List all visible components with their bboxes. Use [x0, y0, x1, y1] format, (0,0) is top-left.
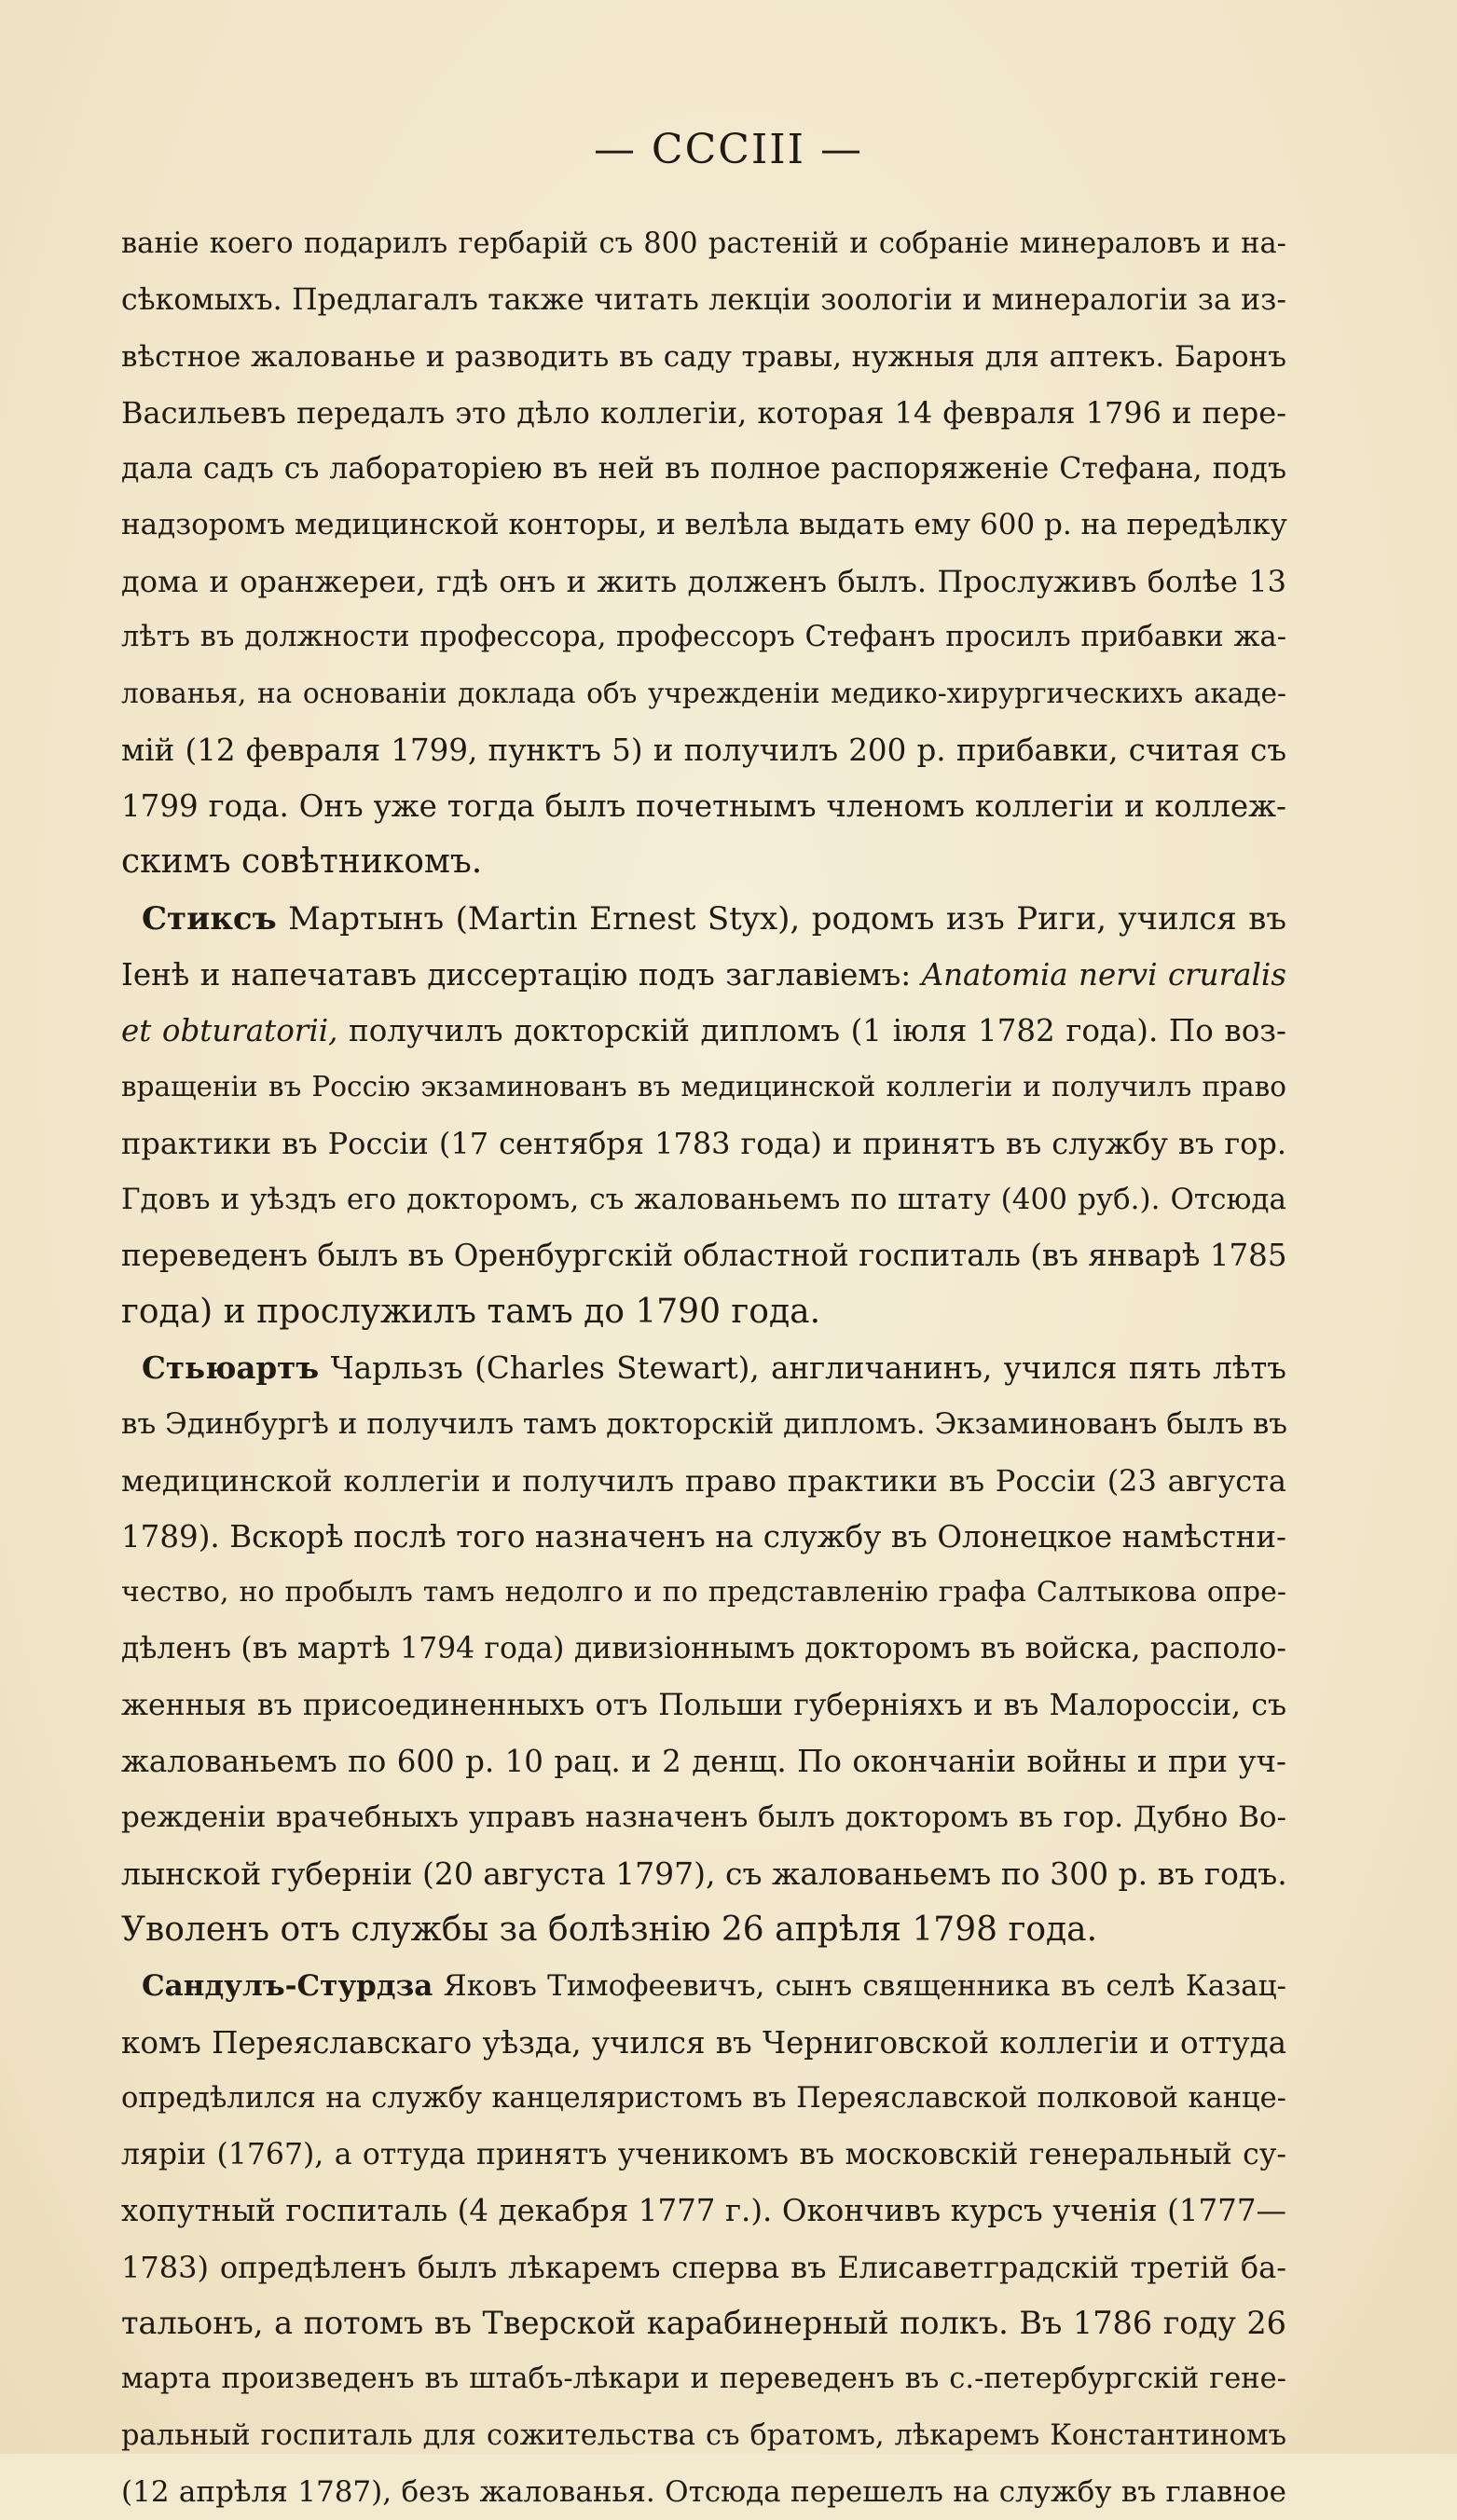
- dissertation-title: et obturatorii,: [121, 1013, 338, 1049]
- text-line: 1799 года. Онъ уже тогда былъ почетнымъ членомъ коллегіи и коллеж-: [121, 788, 1286, 824]
- body-text: [121, 216, 1286, 2520]
- text-line: сѣкомыхъ. Предлагалъ также читать лекціи зоологіи и минералогіи за из-: [121, 283, 1286, 318]
- text-line: марта произведенъ въ штабъ-лѣкари и переведенъ въ с.-петербургскій гене-: [121, 2362, 1286, 2396]
- text-line: женныя въ присоединенныхъ отъ Польши губерніяхъ и въ Малороссіи, съ: [121, 1688, 1286, 1722]
- text-line: Васильевъ передалъ это дѣло коллегіи, которая 14 февраля 1796 и пере-: [121, 394, 1286, 431]
- text-line: переведенъ былъ въ Оренбургскій областной госпиталь (въ январѣ 1785: [121, 1238, 1287, 1274]
- text-line: надзоромъ медицинской конторы, и велѣла выдать ему 600 р. на передѣлку: [121, 508, 1287, 542]
- text-line: Іенѣ и напечатавъ диссертацію подъ заглавіемъ: Anatomia nervi cruralis: [121, 956, 1286, 993]
- text-line: практики въ Россіи (17 сентября 1783 года) и принятъ въ службу въ гор.: [121, 1125, 1286, 1161]
- text-line: жалованьемъ по 600 р. 10 рац. и 2 денщ. По окончаніи войны и при уч-: [121, 1744, 1286, 1780]
- text-line: вращеніи въ Россію экзаминованъ въ медицинской коллегіи и получилъ право: [121, 1071, 1286, 1103]
- text-line: дома и оранжереи, гдѣ онъ и жить долженъ былъ. Прослуживъ болѣе 13: [121, 563, 1286, 599]
- text-line: лованья, на основаніи доклада объ учрежденіи медико-хирургическихъ акаде-: [121, 678, 1286, 710]
- text-line: скимъ совѣтникомъ.: [121, 842, 483, 882]
- text-line: чество, но пробылъ тамъ недолго и по представленію графа Салтыкова опре-: [121, 1576, 1286, 1609]
- text-line: въ Эдинбургѣ и получилъ тамъ докторскій дипломъ. Экзаминованъ былъ въ: [121, 1407, 1288, 1442]
- entry-heading-line: Стиксъ Мартынъ (Martin Ernest Styx), родомъ изъ Риги, учился въ: [142, 899, 1286, 938]
- text-line: тальонъ, а потомъ въ Тверской карабинерный полкъ. Въ 1786 году 26: [121, 2304, 1286, 2341]
- text-line: режденіи врачебныхъ управъ назначенъ былъ докторомъ въ гор. Дубно Во-: [121, 1801, 1286, 1835]
- entry-heading-line: Стьюартъ Чарльзъ (Charles Stewart), англичанинъ, учился пять лѣтъ: [142, 1349, 1286, 1386]
- text-line: 1783) опредѣленъ былъ лѣкаремъ сперва въ Елисаветградскій третій ба-: [121, 2249, 1286, 2285]
- page-number: — CCCIII —: [593, 126, 864, 173]
- text-line: (12 апрѣля 1787), безъ жалованья. Отсюда перешелъ на службу въ главное: [121, 2474, 1286, 2509]
- text-line: опредѣлился на службу канцеляристомъ въ Переяславской полковой канце-: [121, 2081, 1286, 2115]
- text-line: лынской губерніи (20 августа 1797), съ жалованьемъ по 300 р. въ годъ.: [121, 1855, 1287, 1892]
- text-line: хопутный госпиталь (4 декабря 1777 г.). Окончивъ курсъ ученія (1777—: [121, 2193, 1286, 2229]
- entry-name: Стьюартъ: [142, 1349, 320, 1386]
- entry-name: Стиксъ: [142, 899, 277, 938]
- text-line: дала садъ съ лабораторіею въ ней въ полное распоряженіе Стефана, подъ: [121, 452, 1286, 486]
- text-line: мій (12 февраля 1799, пунктъ 5) и получилъ 200 р. прибавки, считая съ: [121, 732, 1286, 768]
- text-line: et obturatorii, получилъ докторскій дипломъ (1 іюля 1782 года). По воз-: [121, 1013, 1286, 1049]
- text-line: Гдовъ и уѣздъ его докторомъ, съ жалованьемъ по штату (400 руб.). Отсюда: [121, 1183, 1286, 1217]
- text-line: ваніе коего подарилъ гербарій съ 800 растеній и собраніе минераловъ и на-: [121, 227, 1286, 260]
- text-line: Уволенъ отъ службы за болѣзнію 26 апрѣля 1798 года.: [121, 1910, 1098, 1949]
- text-line: ляріи (1767), а оттуда принятъ ученикомъ въ московскій генеральный су-: [121, 2138, 1286, 2172]
- entry-name: Сандулъ-Стурдза: [142, 1969, 433, 2004]
- text-line: 1789). Вскорѣ послѣ того назначенъ на службу въ Олонецкое намѣстни-: [121, 1518, 1286, 1554]
- text-line: года) и прослужилъ тамъ до 1790 года.: [121, 1292, 821, 1331]
- text-line: лѣтъ въ должности профессора, профессоръ Стефанъ просилъ прибавки жа-: [121, 621, 1286, 654]
- entry-heading-line: Сандулъ-Стурдза Яковъ Тимофеевичъ, сынъ священника въ селѣ Казац-: [142, 1969, 1286, 2004]
- text-line: медицинской коллегіи и получилъ право практики въ Россіи (23 августа: [121, 1462, 1286, 1499]
- text-line: дѣленъ (въ мартѣ 1794 года) дивизіоннымъ докторомъ въ войска, располо-: [121, 1632, 1286, 1666]
- dissertation-title: Anatomia nervi cruralis: [921, 956, 1286, 993]
- text-line: ральный госпиталь для сожительства съ братомъ, лѣкаремъ Константиномъ: [121, 2418, 1286, 2452]
- text-line: вѣстное жалованье и разводить въ саду травы, нужныя для аптекъ. Баронъ: [121, 339, 1286, 374]
- text-line: комъ Переяславскаго уѣзда, учился въ Черниговской коллегіи и оттуда: [121, 2024, 1286, 2061]
